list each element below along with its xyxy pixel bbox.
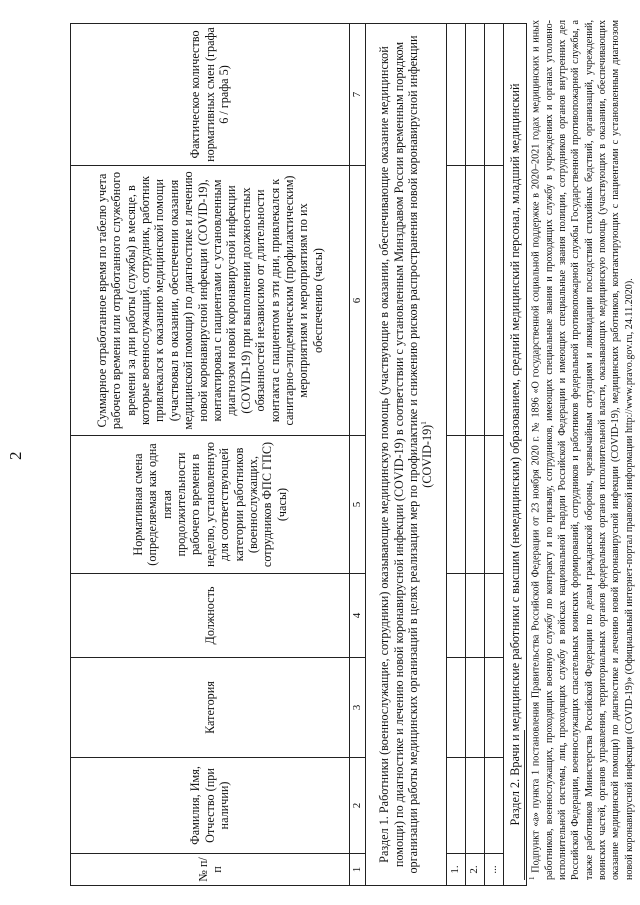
table-cell: [465, 574, 484, 658]
table-cell: [484, 574, 503, 658]
header-col-3: Категория: [71, 658, 350, 758]
table-cell: [484, 658, 503, 758]
table-cell: [484, 24, 503, 166]
header-col-5: Нормативная смена (определяемая как одна пятая продолжительности рабочего времени в неделю, установленную для соответствующей категории работников (военнослужащих, сотрудников ФПС ГПС) (часы): [71, 436, 350, 574]
row-number: 1.: [446, 854, 465, 886]
section-1-heading: [365, 24, 446, 886]
footnote-reference: 1: [420, 421, 429, 425]
header-col-6: Суммарное отработанное время по табелю учета рабочего времени или отработанного служебного времени за дни работы (службы) в месяце, в которые военнослужащий, сотрудник, работник привлекался к оказанию медицинской помощи (участвовал в оказании, обеспечении оказания медицинской помощи) по диагностике и лечению новой коронавирусной инфекции (COVID-19), контактировал с пациентами с установленным диагнозом новой коронавирусной инфекции (COVID-19) при выполнении должностных обязанностей независимо от длительности контакта с пациентом в эти дни, привлекался к санитарно-эпидемическим (профилактическим) мероприятиям и мероприятиям по их обеспечению (часы): [71, 166, 350, 436]
column-number: 3: [350, 658, 366, 758]
table-cell: [446, 658, 465, 758]
footnote: [528, 20, 636, 880]
header-col-1: № п/п: [71, 854, 350, 886]
table-cell: [484, 758, 503, 854]
table-row: [465, 24, 484, 886]
footnote-text: Подпункт «а» пункта 1 постановления Правительства Российской Федерации от 23 ноября 2020 г. № 1896 «О государственной социальной поддержке в 2020–2021 годах медицинских и иных работников, военнослужащих, проходящих военную службу по контракту и по призыву, сотрудников, имеющих специальные звания и проходящих службу в учреждениях и органах уголовно-исполнительной системы, лиц, проходящих службу в войсках национальной гвардии Российской Федерации и имеющих специальные звания полиции, сотрудников органов внутренних дел Российской Федерации, военнослужащих спасательных воинских формирований, сотрудников и работников федеральной противопожарной службы Государственной противопожарной службы, а также работников Министерства Российской Федерации по делам гражданской обороны, чрезвычайным ситуациям и ликвидации последствий стихийных бедствий, организаций, учреждений, воинских частей, органов управления, территориальных органов федеральных органов исполнительной власти, оказывающих медицинскую помощь (участвующих в оказании, обеспечивающих оказание медицинской помощи) по диагностике и лечению новой коронавирусной инфекции (COVID-19), медицинских работников, контактирующих с пациентами с установленным диагнозом новой коронавирусной инфекции (COVID-19)» (Официальный интернет-портал правовой информации http://www.pravo.gov.ru, 24.11.2020).: [530, 20, 635, 880]
table-cell: [446, 436, 465, 574]
table-cell: [465, 758, 484, 854]
column-number-row: [350, 24, 366, 886]
footnote-mark: 1: [528, 876, 536, 880]
footnote-separator: [524, 730, 525, 880]
table-row: [446, 24, 465, 886]
table-cell: [465, 436, 484, 574]
section-2-heading: Раздел 2. Врачи и медицинские работники с высшим (немедицинским) образованием, средний медицинский персонал, младший медицинский: [503, 24, 526, 886]
table-cell: [446, 24, 465, 166]
table-cell: [446, 574, 465, 658]
column-number: 4: [350, 574, 366, 658]
column-number: 6: [350, 166, 366, 436]
header-row: [71, 24, 350, 886]
row-number: 2.: [465, 854, 484, 886]
column-number: 2: [350, 758, 366, 854]
row-number: ...: [484, 854, 503, 886]
table-cell: [446, 166, 465, 436]
table-row: [484, 24, 503, 886]
header-col-4: Должность: [71, 574, 350, 658]
column-number: 7: [350, 24, 366, 166]
form-table: [70, 23, 527, 886]
column-number: 1: [350, 854, 366, 886]
section-1-text: Раздел 1. Работники (военнослужащие, сотрудники) оказывающие медицинскую помощь (участвующие в оказании, обеспечивающие оказание медицинской помощи) по диагностике и лечению новой коронавирусной инфекции (COVID-19) в соответствии с установленным Минздравом России временным порядком организации работы медицинских организаций в целях реализации мер по профилактике и снижению рисков распространения новой коронавирусной инфекции (COVID-19): [377, 35, 435, 874]
page-number: 2: [6, 451, 25, 460]
column-number: 5: [350, 436, 366, 574]
table-cell: [484, 166, 503, 436]
table-cell: [465, 24, 484, 166]
table-cell: [484, 436, 503, 574]
section-1-row: [365, 24, 446, 886]
table-cell: [446, 758, 465, 854]
header-col-2: Фамилия, Имя, Отчество (при наличии): [71, 758, 350, 854]
table-cell: [465, 658, 484, 758]
header-col-7: Фактическое количество нормативных смен (графа 6 / графа 5): [71, 24, 350, 166]
table-cell: [465, 166, 484, 436]
